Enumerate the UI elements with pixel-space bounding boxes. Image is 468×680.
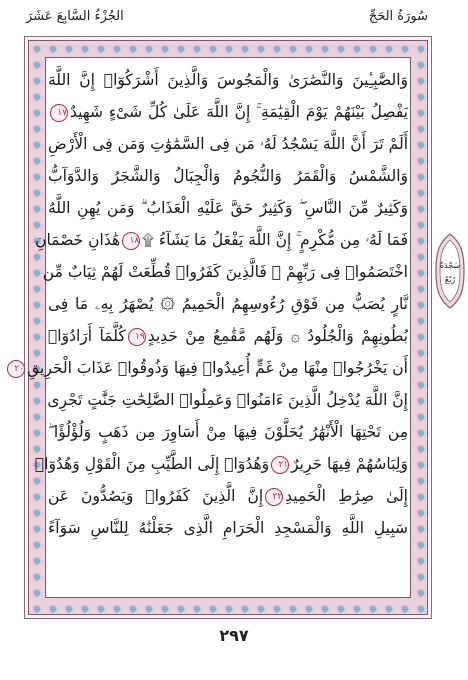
ayah-number: ١٧ — [50, 104, 68, 122]
verse-text: إِنَّ الَّذِينَ كَفَرُوا۟ وَيَصُدُّونَ عَن — [48, 487, 264, 505]
text-line-4 — [48, 160, 408, 192]
verse-text: مِن تَحْتِهَا الْأَنْهَٰرُ يُحَلَّوْنَ فِيهَا مِنْ أَسَاوِرَ مِن ذَهَبٍ وَلُؤْلُؤًا ۖ — [48, 423, 408, 441]
text-line-5 — [48, 192, 408, 224]
quran-text — [14, 60, 408, 595]
ayah-number: ١٨ — [122, 232, 140, 250]
text-line-7 — [42, 256, 408, 288]
verse-text: هَٰذَانِ خَصْمَانِ — [35, 231, 121, 249]
verse-text: كُلَّمَآ أَرَادُوٓا۟ — [48, 327, 126, 345]
verse-text: فَمَا لَهُۥ مِن مُّكْرِمٍ ۚ إِنَّ اللَّهَ يَفْعَلُ مَا يَشَآءُ ۩ — [142, 231, 408, 249]
text-line-3 — [48, 128, 408, 160]
text-line-11 — [48, 384, 408, 416]
verse-text: نَّارٍ يُصَبُّ مِن فَوْقِ رُءُوسِهِمُ الْحَمِيمُ ۞ يُصْهَرُ بِهِۦ مَا فِى — [48, 295, 408, 313]
verse-text: وَكَثِيرٌ مِّنَ النَّاسِ ۖ وَكَثِيرٌ حَقَّ عَلَيْهِ الْعَذَابُ ۗ وَمَن يُهِنِ اللَّهُ — [48, 199, 408, 217]
ayah-number: ٢٢ — [265, 488, 283, 506]
verse-text: أَلَمْ تَرَ أَنَّ اللَّهَ يَسْجُدُ لَهُۥ مَن فِى السَّمَٰوَٰتِ وَمَن فِى الْأَرْضِ — [48, 135, 408, 153]
ayah-number: ٢١ — [271, 456, 289, 474]
verse-text: سَبِيلِ اللَّهِ وَالْمَسْجِدِ الْحَرَامِ الَّذِى جَعَلْنَٰهُ لِلنَّاسِ سَوَآءً — [48, 519, 408, 537]
text-line-6 — [35, 224, 408, 256]
text-line-15 — [48, 512, 408, 544]
text-line-10 — [14, 352, 408, 384]
juz-title: الجُزْءُ السَّابِعَ عَشَرَ — [26, 9, 124, 24]
verse-text: أَن يَخْرُجُوا۟ مِنْهَا مِنْ غَمٍّ أُعِيدُوا۟ فِيهَا وَذُوقُوا۟ عَذَابَ الْحَرِيقِ — [27, 359, 408, 377]
verse-text: إِنَّ اللَّهَ يُدْخِلُ الَّذِينَ ءَامَنُوا۟ وَعَمِلُوا۟ الصَّٰلِحَٰتِ جَنَّٰتٍ تَجْرِى — [47, 391, 408, 409]
page-header — [0, 0, 468, 36]
verse-text: وَالصَّٰبِـِٔينَ وَالنَّصَٰرَىٰ وَالْمَجُوسَ وَالَّذِينَ أَشْرَكُوٓا۟ إِنَّ اللَّهَ — [48, 71, 408, 89]
rub-sajda-marker — [434, 232, 466, 310]
verse-text: بُطُونِهِمْ وَالْجُلُودُ ۞ وَلَهُم مَّقَٰمِعُ مِنْ حَدِيدٍ — [147, 327, 408, 345]
verse-text: وَلِبَاسُهُمْ فِيهَا حَرِيرٌ — [291, 455, 408, 473]
marker-label-rub: رُبْعٌ — [444, 275, 456, 284]
text-line-9 — [48, 320, 408, 352]
marker-label-sajda: سَجْدَةٌ — [439, 261, 461, 270]
ayah-number: ٢٠ — [7, 360, 25, 378]
text-line-14 — [48, 480, 408, 512]
verse-text: وَهُدُوٓا۟ إِلَى الطَّيِّبِ مِنَ الْقَوْلِ وَهُدُوٓا۟ — [34, 455, 270, 473]
verse-text: وَالشَّمْسُ وَالْقَمَرُ وَالنُّجُومُ وَالْجِبَالُ وَالشَّجَرُ وَالدَّوَآبُّ — [48, 167, 408, 185]
verse-text: يَفْصِلُ بَيْنَهُمْ يَوْمَ الْقِيَٰمَةِ ۚ إِنَّ اللَّهَ عَلَىٰ كُلِّ شَىْءٍ شَهِيدٌ — [70, 103, 408, 121]
page-number: ٢٩٧ — [219, 626, 249, 645]
ayah-number: ١٩ — [128, 328, 146, 346]
verse-text: إِلَىٰ صِرَٰطِ الْحَمِيدِ — [285, 487, 408, 505]
text-line-2 — [48, 96, 408, 128]
text-line-12 — [48, 416, 408, 448]
verse-text: اخْتَصَمُوا۟ فِى رَبِّهِمْ ۖ فَالَّذِينَ كَفَرُوا۟ قُطِّعَتْ لَهُمْ ثِيَابٌ مِّن — [42, 263, 408, 281]
surah-title: سُورَةُ الحَجِّ — [368, 9, 428, 24]
text-line-8 — [48, 288, 408, 320]
text-line-13 — [34, 448, 408, 480]
text-line-1 — [48, 64, 408, 96]
